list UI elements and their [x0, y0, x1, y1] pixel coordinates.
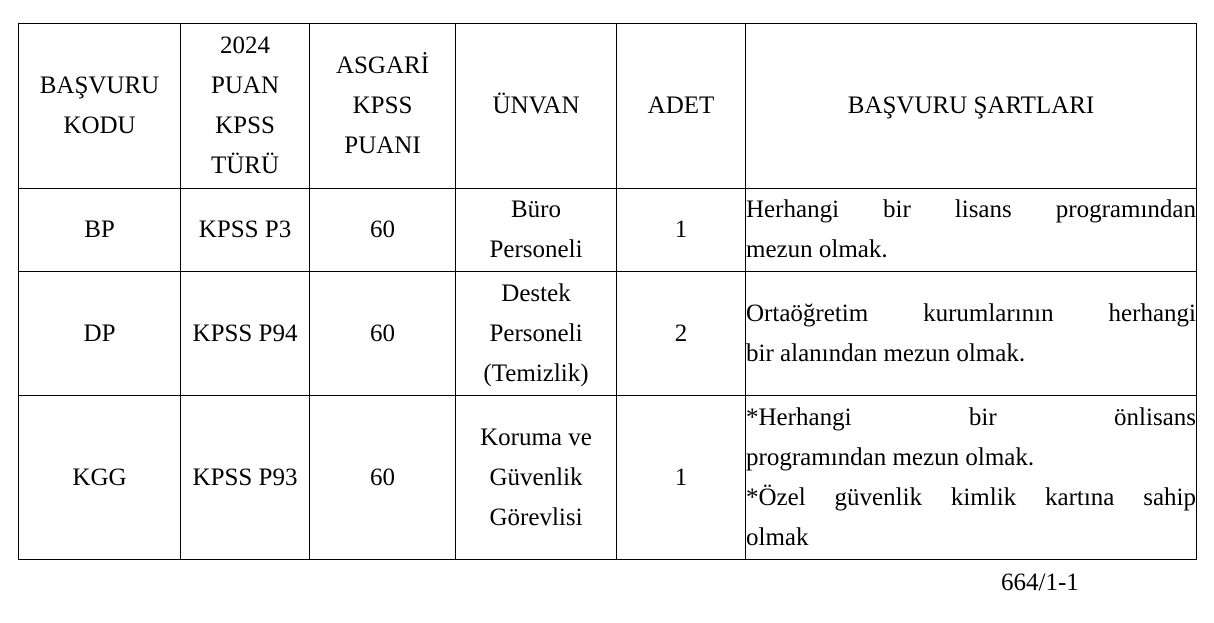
header-row — [19, 24, 1197, 189]
cell-count: 1 — [617, 189, 746, 272]
cell-min-score: 60 — [310, 272, 456, 396]
cell-requirements: Ortaöğretim kurumlarının herhangi bir alanından mezun olmak. — [746, 272, 1197, 396]
table-row — [19, 272, 1197, 396]
header-code: BAŞVURU KODU — [19, 24, 181, 189]
table-row — [19, 189, 1197, 272]
cell-kpss-type: KPSS P93 — [181, 396, 310, 560]
cell-min-score: 60 — [310, 189, 456, 272]
cell-code: DP — [19, 272, 181, 396]
cell-requirements: Herhangi bir lisans programından mezun olmak. — [746, 189, 1197, 272]
cell-count: 1 — [617, 396, 746, 560]
cell-title: Destek Personeli (Temizlik) — [456, 272, 617, 396]
positions-table — [18, 23, 1197, 560]
header-kpss-type: 2024 PUAN KPSS TÜRÜ — [181, 24, 310, 189]
page-reference: 664/1-1 — [1001, 569, 1079, 596]
header-requirements: BAŞVURU ŞARTLARI — [746, 24, 1197, 189]
cell-code: BP — [19, 189, 181, 272]
header-title: ÜNVAN — [456, 24, 617, 189]
cell-count: 2 — [617, 272, 746, 396]
cell-requirements: *Herhangi bir önlisans programından mezun olmak. *Özel güvenlik kimlik kartına sahip olmak — [746, 396, 1197, 560]
cell-kpss-type: KPSS P94 — [181, 272, 310, 396]
cell-title: Büro Personeli — [456, 189, 617, 272]
header-min-score: ASGARİ KPSS PUANI — [310, 24, 456, 189]
cell-min-score: 60 — [310, 396, 456, 560]
header-count: ADET — [617, 24, 746, 189]
cell-title: Koruma ve Güvenlik Görevlisi — [456, 396, 617, 560]
cell-kpss-type: KPSS P3 — [181, 189, 310, 272]
table-row — [19, 396, 1197, 560]
cell-code: KGG — [19, 396, 181, 560]
